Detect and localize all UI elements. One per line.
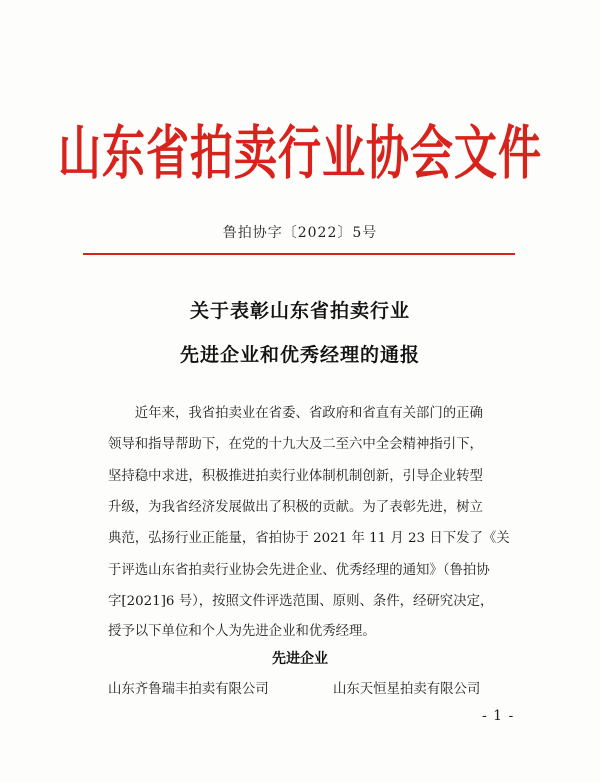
body-line-8: 授予以下单位和个人为先进企业和优秀经理。 [108, 624, 376, 639]
body-line-2: 领导和指导帮助下，在党的十九大及二至六中全会精神指引下， [108, 437, 483, 452]
body-line-1: 近年来，我省拍卖业在省委、省政府和省直有关部门的正确 [108, 406, 483, 421]
body-line-3: 坚持稳中求进，积极推进拍卖行业体制机制创新，引导企业转型 [108, 469, 483, 484]
document-number: 鲁拍协字〔2022〕5号 [222, 225, 378, 241]
company-name: 山东天恒星拍卖有限公司 [333, 682, 481, 697]
body-line-7: 字[2021]6 号），按照文件评选范围、原则、条件，经研究决定， [108, 594, 494, 609]
page-number: - 1 - [482, 708, 515, 724]
body-line-5: 典范，弘扬行业正能量，省拍协于 2021 年 11 月 23 日下发了《关 [108, 531, 510, 546]
company-name: 山东齐鲁瑞丰拍卖有限公司 [108, 682, 269, 697]
notice-title-line-1: 关于表彰山东省拍卖行业 [189, 300, 410, 322]
red-divider-line [83, 253, 515, 255]
document-header-title: 山东省拍卖行业协会文件 [58, 120, 542, 188]
body-line-4: 升级，为我省经济发展做出了积极的贡献。为了表彰先进，树立 [108, 500, 483, 515]
notice-title-line-2: 先进企业和优秀经理的通报 [179, 344, 420, 366]
body-line-6: 于评选山东省拍卖行业协会先进企业、优秀经理的通知》（鲁拍协 [108, 563, 490, 578]
section-heading-advanced-enterprises: 先进企业 [272, 651, 328, 667]
